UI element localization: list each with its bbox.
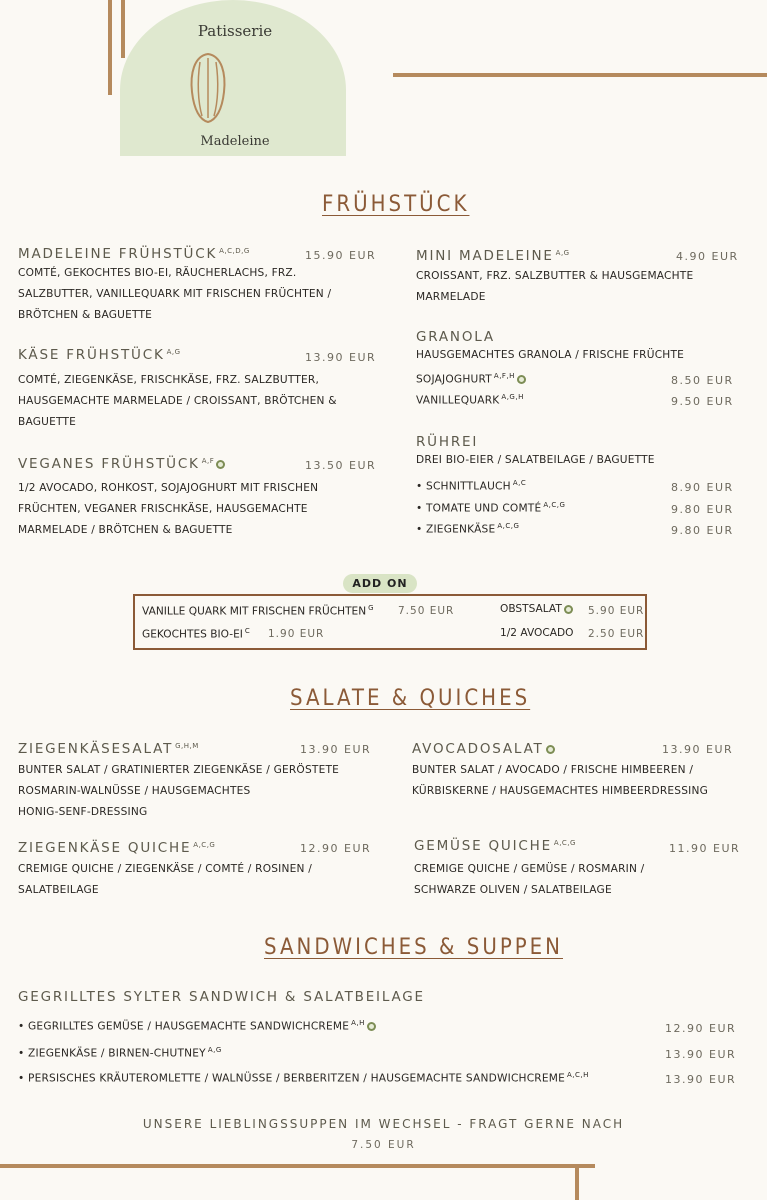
ruehrei-price-ziegenkaese: 9.80 EUR [671, 524, 734, 537]
item-price-veganes-fruehstueck: 13.50 EUR [305, 459, 377, 472]
addon-price-vanille-quark: 7.50 EUR [398, 605, 455, 617]
item-price-gemuese-quiche: 11.90 EUR [669, 842, 741, 855]
sandwich-price-gemuese: 12.90 EUR [665, 1022, 737, 1035]
item-name-mini-madeleine: MINI MADELEINE $^{A,G}$ [416, 248, 570, 264]
logo-text-bottom: Madeleine [200, 134, 270, 149]
addon-price-avocado: 2.50 EUR [588, 628, 645, 640]
item-name-ziegenkaese-quiche: ZIEGENKÄSE QUICHE $^{A,C,G}$ [18, 840, 216, 856]
logo-text-top: Patisserie [197, 22, 273, 40]
item-price-avocadosalat: 13.90 EUR [662, 743, 734, 756]
decor-vertical-line-2 [121, 0, 125, 58]
item-name-kaese-fruehstueck: KÄSE FRÜHSTÜCK $^{A,G}$ [18, 347, 181, 363]
vegan-icon [517, 375, 526, 384]
ruehrei-option-schnittlauch: • SCHNITTLAUCH $^{A,C}$ [416, 479, 527, 493]
item-price-madeleine-fruehstueck: 15.90 EUR [305, 249, 377, 262]
addon-avocado: 1/2 AVOCADO [500, 627, 574, 639]
sandwich-price-kraeuteromlette: 13.90 EUR [665, 1073, 737, 1086]
addon-bio-ei: GEKOCHTES BIO-EI $^C$ [142, 627, 251, 641]
item-price-ziegenkaese-quiche: 12.90 EUR [300, 842, 372, 855]
item-desc-granola: HAUSGEMACHTES GRANOLA / FRISCHE FRÜCHTE [416, 349, 685, 361]
granola-option-vanillequark: VANILLEQUARK $^{A,G,H}$ [416, 393, 524, 407]
decor-vertical-line-1 [108, 0, 112, 95]
decor-vertical-line-bottom [575, 1168, 579, 1200]
section-title-sandwiches: SANDWICHES & SUPPEN [264, 935, 563, 960]
vegan-icon [546, 745, 555, 754]
ruehrei-option-tomate: • TOMATE UND COMTÉ $^{A,C,G}$ [416, 501, 566, 515]
item-price-mini-madeleine: 4.90 EUR [676, 250, 739, 263]
item-desc-gemuese-quiche: CREMIGE QUICHE / GEMÜSE / ROSMARIN / SCHWARZE OLIVEN / SALATBEILAGE [414, 863, 645, 896]
item-name-madeleine-fruehstueck: MADELEINE FRÜHSTÜCK $^{A,C,D,G}$ [18, 246, 250, 262]
ruehrei-price-schnittlauch: 8.90 EUR [671, 481, 734, 494]
ruehrei-price-tomate: 9.80 EUR [671, 503, 734, 516]
sandwich-option-ziegenkaese: • ZIEGENKÄSE / BIRNEN-CHUTNEY $^{A,G}$ [18, 1046, 222, 1060]
vegan-icon [216, 460, 225, 469]
item-desc-mini-madeleine: CROISSANT, FRZ. SALZBUTTER & HAUSGEMACHTE MARMELADE [416, 270, 694, 303]
item-desc-ziegenkaesesalat: BUNTER SALAT / GRATINIERTER ZIEGENKÄSE / GERÖSTETE ROSMARIN-WALNÜSSE / HAUSGEMACHTES HONIG-SENF-DRESSING [18, 764, 340, 818]
item-desc-veganes-fruehstueck: 1/2 AVOCADO, ROHKOST, SOJAJOGHURT MIT FRISCHEN FRÜCHTEN, VEGANER FRISCHKÄSE, HAUSGEMACHTE MARMELADE / BRÖTCHEN & BAGUETTE [18, 482, 319, 536]
soup-note: UNSERE LIEBLINGSSUPPEN IM WECHSEL - FRAGT GERNE NACH [142, 1117, 625, 1131]
item-name-ruehrei: RÜHREI [416, 434, 479, 450]
decor-horizontal-line-bottom [0, 1164, 595, 1168]
item-desc-madeleine-fruehstueck: COMTÉ, GEKOCHTES BIO-EI, RÄUCHERLACHS, FRZ. SALZBUTTER, VANILLEQUARK MIT FRISCHEN FRÜCHTEN / BRÖTCHEN & BAGUETTE [18, 267, 332, 321]
sandwich-option-kraeuteromlette: • PERSISCHES KRÄUTEROMLETTE / WALNÜSSE / BERBERITZEN / HAUSGEMACHTE SANDWICHCREME $^{A,C,H}$ [18, 1071, 589, 1085]
item-name-avocadosalat: AVOCADOSALAT [412, 741, 555, 757]
soup-price: 7.50 EUR [351, 1139, 416, 1151]
item-desc-ziegenkaese-quiche: CREMIGE QUICHE / ZIEGENKÄSE / COMTÉ / ROSINEN / SALATBEILAGE [18, 863, 312, 896]
vegan-icon [564, 605, 573, 614]
section-title-salate: SALATE & QUICHES [290, 686, 531, 711]
ruehrei-option-ziegenkaese: • ZIEGENKÄSE $^{A,C,G}$ [416, 522, 520, 536]
item-desc-avocadosalat: BUNTER SALAT / AVOCADO / FRISCHE HIMBEEREN / KÜRBISKERNE / HAUSGEMACHTES HIMBEERDRESSING [412, 764, 708, 797]
item-name-ziegenkaesesalat: ZIEGENKÄSESALAT $^{G,H,M}$ [18, 741, 199, 757]
item-name-granola: GRANOLA [416, 329, 495, 345]
sandwich-option-gemuese: • GEGRILLTES GEMÜSE / HAUSGEMACHTE SANDWICHCREME $^{A,H}$ [18, 1019, 376, 1033]
addon-vanille-quark: VANILLE QUARK MIT FRISCHEN FRÜCHTEN $^G$ [142, 604, 375, 618]
addon-badge: ADD ON [343, 574, 417, 593]
addon-price-bio-ei: 1.90 EUR [268, 628, 325, 640]
item-desc-kaese-fruehstueck: COMTÉ, ZIEGENKÄSE, FRISCHKÄSE, FRZ. SALZBUTTER, HAUSGEMACHTE MARMELADE / CROISSANT, BRÖTCHEN & BAGUETTE [18, 374, 337, 428]
granola-option-sojajoghurt: SOJAJOGHURT $^{A,F,H}$ [416, 372, 526, 386]
sandwich-price-ziegenkaese: 13.90 EUR [665, 1048, 737, 1061]
section-title-fruehstueck: FRÜHSTÜCK [322, 192, 470, 217]
addon-price-obstsalat: 5.90 EUR [588, 605, 645, 617]
item-price-ziegenkaesesalat: 13.90 EUR [300, 743, 372, 756]
item-name-veganes-fruehstueck: VEGANES FRÜHSTÜCK $^{A,F}$ [18, 456, 225, 472]
item-desc-ruehrei: DREI BIO-EIER / SALATBEILAGE / BAGUETTE [416, 454, 655, 466]
madeleine-shell-icon [188, 52, 228, 124]
addon-obstsalat: OBSTSALAT [500, 603, 573, 615]
vegan-icon [367, 1022, 376, 1031]
item-name-gemuese-quiche: GEMÜSE QUICHE $^{A,C,G}$ [414, 838, 576, 854]
item-price-kaese-fruehstueck: 13.90 EUR [305, 351, 377, 364]
item-name-sylter-sandwich: GEGRILLTES SYLTER SANDWICH & SALATBEILAGE [18, 989, 425, 1005]
decor-horizontal-line-top [393, 73, 767, 77]
granola-price-vanillequark: 9.50 EUR [671, 395, 734, 408]
granola-price-sojajoghurt: 8.50 EUR [671, 374, 734, 387]
